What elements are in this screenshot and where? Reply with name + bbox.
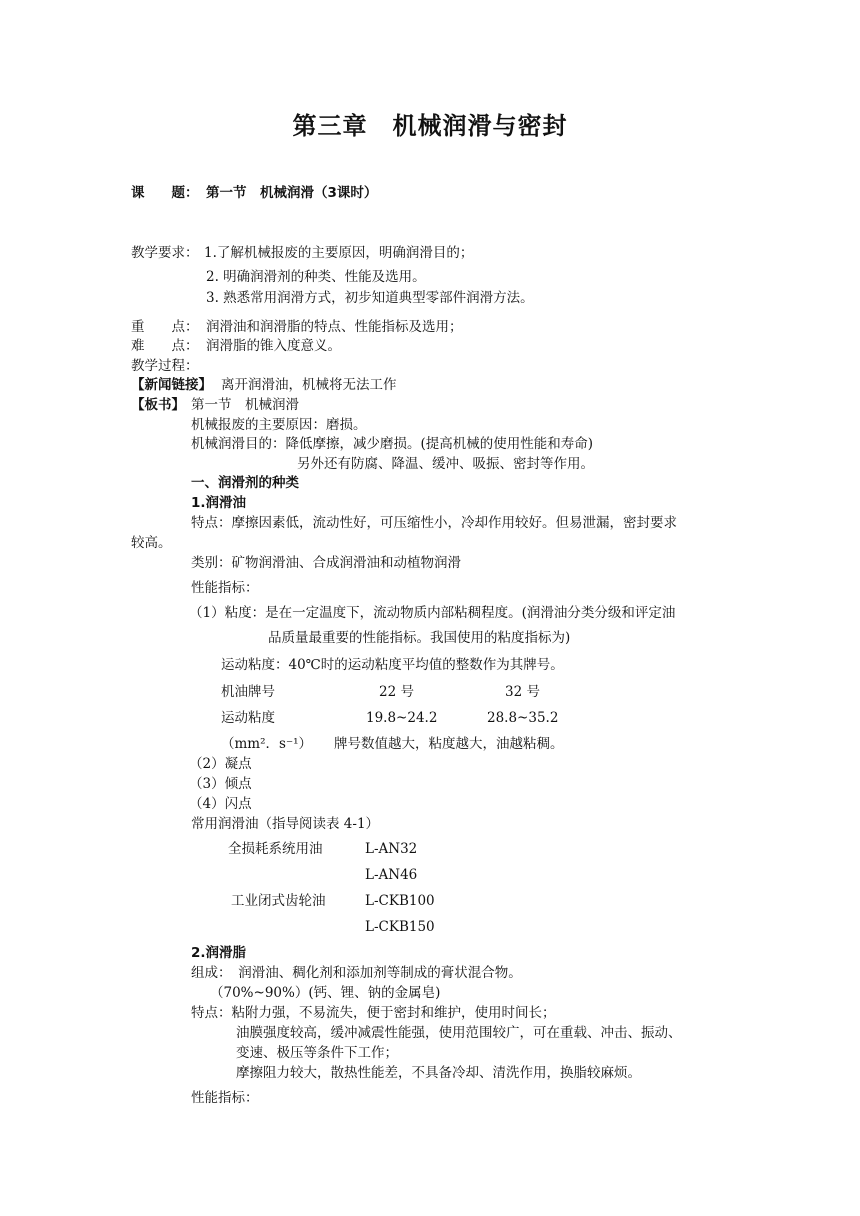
- common-oil-grade-2b: L-CKB150: [365, 919, 435, 935]
- purpose-extra-line: 另外还有防腐、降温、缓冲、吸振、密封等作用。: [297, 456, 594, 472]
- cloud-point: （3）倾点: [189, 776, 252, 792]
- board-tag: 【板书】: [131, 397, 185, 413]
- requirement-item-1: 1.了解机械报废的主要原因，明确润滑目的；: [204, 245, 474, 261]
- flash-point: （4）闪点: [189, 796, 252, 812]
- grease-perf-label: 性能指标：: [191, 1090, 259, 1106]
- section-heading: 一、润滑剂的种类: [191, 475, 299, 491]
- key-points-value: 润滑油和润滑脂的特点、性能指标及选用；: [206, 319, 463, 335]
- grease-composition-note: （70%~90%）(钙、锂、钠的金属皂): [210, 985, 441, 1001]
- news-tag: 【新闻链接】: [131, 377, 212, 393]
- unit-label: （mm²．s⁻¹）: [221, 736, 312, 752]
- common-oil-name-1: 全损耗系统用油: [228, 841, 323, 857]
- viscosity-line1: （1）粘度：是在一定温度下，流动物质内部粘稠程度。(润滑油分类分级和评定油: [189, 605, 676, 621]
- table-row1-label: 机油牌号: [221, 684, 275, 700]
- common-oil-grade-1a: L-AN32: [365, 841, 418, 857]
- chapter-title: 第三章 机械润滑与密封: [292, 112, 568, 140]
- difficult-points-label: 难 点：: [131, 338, 199, 354]
- oil-category: 类别：矿物润滑油、合成润滑油和动植物润滑: [191, 555, 461, 571]
- table-row2-label: 运动粘度: [221, 710, 275, 726]
- common-oil-label: 常用润滑油（指导阅读表 4-1）: [191, 816, 380, 832]
- purpose-line: 机械润滑目的：降低摩擦，减少磨损。(提高机械的使用性能和寿命): [191, 436, 594, 452]
- oil-perf-label: 性能指标：: [191, 580, 259, 596]
- oil-features-line1: 特点：摩擦因素低，流动性好，可压缩性小，冷却作用较好。但易泄漏，密封要求: [191, 515, 677, 531]
- kinematic-line: 运动粘度：40℃时的运动粘度平均值的整数作为其牌号。: [221, 657, 564, 673]
- table-row2-col2: 28.8~35.2: [487, 710, 559, 726]
- key-points-label: 重 点：: [131, 319, 199, 335]
- requirement-item-3: 3. 熟悉常用润滑方式，初步知道典型零部件润滑方法。: [206, 290, 534, 306]
- requirement-item-2: 2. 明确润滑剂的种类、性能及选用。: [206, 269, 426, 285]
- grease-composition: 组成： 润滑油、稠化剂和添加剂等制成的膏状混合物。: [191, 965, 522, 981]
- table-row2-col1: 19.8~24.2: [366, 710, 438, 726]
- grease-heading: 2.润滑脂: [191, 945, 247, 961]
- lesson-value: 第一节 机械润滑（3课时）: [206, 185, 378, 201]
- grease-features-line1: 特点：粘附力强，不易流失，便于密封和维护，使用时间长；: [191, 1005, 556, 1021]
- common-oil-grade-1b: L-AN46: [365, 867, 418, 883]
- requirements-label: 教学要求：: [131, 245, 199, 261]
- lesson-label: 课 题：: [131, 185, 199, 201]
- pour-point: （2）凝点: [189, 756, 252, 772]
- oil-heading: 1.润滑油: [191, 495, 247, 511]
- difficult-points-value: 润滑脂的锥入度意义。: [206, 338, 341, 354]
- reason-line: 机械报废的主要原因：磨损。: [191, 417, 367, 433]
- news-text: 离开润滑油，机械将无法工作: [221, 377, 397, 393]
- process-label: 教学过程：: [131, 358, 199, 374]
- grease-features-line4: 摩擦阻力较大，散热性能差，不具备冷却、清洗作用，换脂较麻烦。: [236, 1065, 641, 1081]
- table-row1-col1: 22 号: [379, 684, 414, 700]
- grease-features-line2: 油膜强度较高，缓冲减震性能强，使用范围较广，可在重载、冲击、振动、: [236, 1025, 682, 1041]
- table-row1-col2: 32 号: [505, 684, 540, 700]
- common-oil-name-2: 工业闭式齿轮油: [231, 893, 326, 909]
- grease-features-line3: 变速、极压等条件下工作；: [236, 1045, 398, 1061]
- common-oil-grade-2a: L-CKB100: [365, 893, 435, 909]
- oil-features-line2: 较高。: [131, 535, 172, 551]
- unit-note: 牌号数值越大，粘度越大，油越粘稠。: [334, 736, 564, 752]
- viscosity-line2: 品质量最重要的性能指标。我国使用的粘度指标为): [268, 630, 571, 646]
- board-text: 第一节 机械润滑: [191, 397, 299, 413]
